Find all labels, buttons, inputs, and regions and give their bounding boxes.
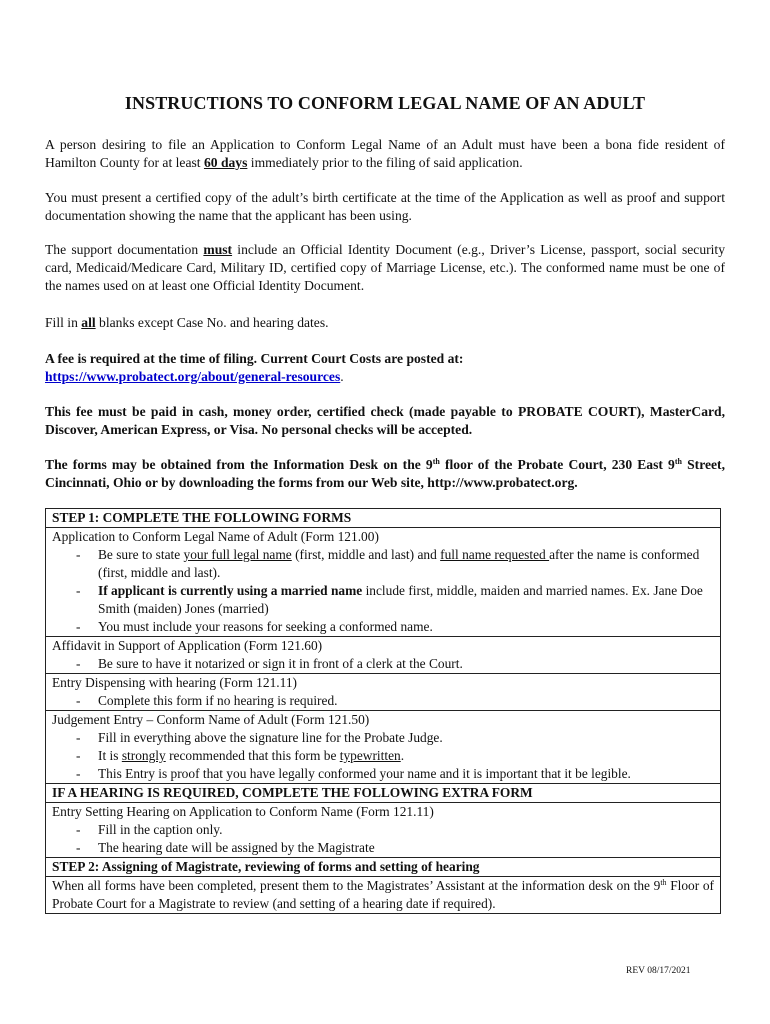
court-costs-link[interactable]: https://www.probatect.org/about/general-resources xyxy=(45,369,341,384)
page-title: INSTRUCTIONS TO CONFORM LEGAL NAME OF AN ADULT xyxy=(124,93,646,113)
list-item: - Fill in the caption only. xyxy=(76,821,714,839)
fee-paragraph xyxy=(45,350,725,386)
fee-period: . xyxy=(340,369,344,384)
list-item xyxy=(76,582,714,618)
form-121-50-title: Judgement Entry – Conform Name of Adult (Form 121.50) xyxy=(52,712,370,727)
list-item: - Complete this form if no hearing is required. xyxy=(76,692,714,710)
list-item: - You must include your reasons for seeking a conformed name. xyxy=(76,618,714,636)
list-item: - Be sure to have it notarized or sign it in front of a clerk at the Court. xyxy=(76,655,714,673)
fill-all: all xyxy=(81,315,96,330)
hearing-form-list xyxy=(52,821,714,857)
form-121-50-list xyxy=(52,729,714,783)
item-text: Be sure to state xyxy=(98,547,184,562)
support-must: must xyxy=(203,242,233,257)
list-item: - The hearing date will be assigned by the Magistrate xyxy=(76,839,714,857)
support-text: The support documentation xyxy=(45,242,204,257)
item-text: (first, middle and last) and xyxy=(291,547,441,562)
list-item xyxy=(76,546,714,582)
fee-text: A fee is required at the time of filing. Current Court Costs are posted at: xyxy=(45,351,464,366)
list-item: - This Entry is proof that you have legally conformed your name and it is important that it be legible. xyxy=(76,765,714,783)
form-121-00-title: Application to Conform Legal Name of Adult (Form 121.00) xyxy=(52,529,379,544)
form-121-60-list xyxy=(52,655,714,673)
form-121-50-cell xyxy=(46,711,720,784)
fill-text-end: blanks except Case No. and hearing dates. xyxy=(95,315,329,330)
item-text: . xyxy=(400,748,405,763)
hearing-header: IF A HEARING IS REQUIRED, COMPLETE THE FOLLOWING EXTRA FORM xyxy=(52,785,533,800)
form-121-11-cell xyxy=(46,674,720,711)
step1-header: STEP 1: COMPLETE THE FOLLOWING FORMS xyxy=(52,510,352,525)
item-text: It is xyxy=(98,748,122,763)
forms-table xyxy=(45,508,721,914)
hearing-header-cell xyxy=(46,784,720,803)
birth-certificate-paragraph: You must present a certified copy of the adult’s birth certificate at the time of the Application as well as proof and support documentation showing the name that the applicant has been using. xyxy=(45,190,725,223)
fill-text: Fill in xyxy=(45,315,82,330)
step2-header-cell xyxy=(46,858,720,877)
step2-text-b: Floor of Probate Court for a Magistrate to review (and setting of a hearing date if required). xyxy=(52,878,714,911)
obtain-text-c: Street, Cincinnati, Ohio or by downloading the forms from our Web site, http://www.probatect.org. xyxy=(45,457,725,490)
step2-cell xyxy=(46,877,720,913)
form-121-60-cell xyxy=(46,637,720,674)
list-item xyxy=(76,747,714,765)
ordinal-suffix: th xyxy=(674,457,682,466)
item-bold: If applicant is currently using a married name xyxy=(98,583,363,598)
obtain-text-b: floor of the Probate Court, 230 East 9 xyxy=(439,457,675,472)
residency-days: 60 days xyxy=(203,155,248,170)
support-documentation-paragraph xyxy=(45,241,725,295)
residency-text-end: immediately prior to the filing of said application. xyxy=(247,155,523,170)
step2-header: STEP 2: Assigning of Magistrate, reviewing of forms and setting of hearing xyxy=(52,859,480,874)
step2-text-a: When all forms have been completed, present them to the Magistrates’ Assistant at the information desk on the 9 xyxy=(52,878,661,893)
item-text: include first, middle, maiden and married names. Ex. Jane Doe Smith (maiden) Jones (married) xyxy=(98,583,703,616)
item-underline: full name requested xyxy=(440,547,550,562)
item-text: recommended that this form be xyxy=(165,748,340,763)
item-underline: strongly xyxy=(121,748,166,763)
step1-header-cell xyxy=(46,509,720,528)
form-121-60-title: Affidavit in Support of Application (Form 121.60) xyxy=(52,638,323,653)
payment-paragraph: This fee must be paid in cash, money order, certified check (made payable to PROBATE COURT), MasterCard, Discover, American Express, or Visa. No personal checks will be accepted. xyxy=(45,404,725,437)
support-text-end: include an Official Identity Document (e.g., Driver’s License, passport, social security card, Medicaid/Medicare Card, Military ID, certified copy of Marriage License, etc.). The conformed name must be one of the names used on at least one Official Identity Document. xyxy=(45,242,725,293)
form-121-11-hearing-cell xyxy=(46,803,720,858)
form-121-00-cell xyxy=(46,528,720,637)
ordinal-suffix: th xyxy=(660,878,667,887)
ordinal-suffix: th xyxy=(432,457,440,466)
list-item: - Fill in everything above the signature line for the Probate Judge. xyxy=(76,729,714,747)
obtain-forms-paragraph xyxy=(45,456,725,492)
residency-paragraph xyxy=(45,136,725,172)
form-121-11-title: Entry Dispensing with hearing (Form 121.11) xyxy=(52,675,297,690)
obtain-text-a: The forms may be obtained from the Information Desk on the 9 xyxy=(45,457,433,472)
item-underline: your full legal name xyxy=(183,547,292,562)
form-121-00-list xyxy=(52,546,714,636)
fill-blanks-paragraph xyxy=(45,314,725,332)
item-underline: typewritten xyxy=(339,748,401,763)
residency-text: A person desiring to file an Application to Conform Legal Name of an Adult must have been a bona fide resident of Hamilton County for at least xyxy=(45,137,725,170)
hearing-form-title: Entry Setting Hearing on Application to Conform Name (Form 121.11) xyxy=(52,804,434,819)
item-text: after the name is conformed (first, middle and last). xyxy=(98,547,700,580)
revision-date: REV 08/17/2021 xyxy=(626,966,691,976)
form-121-11-list xyxy=(52,692,714,710)
